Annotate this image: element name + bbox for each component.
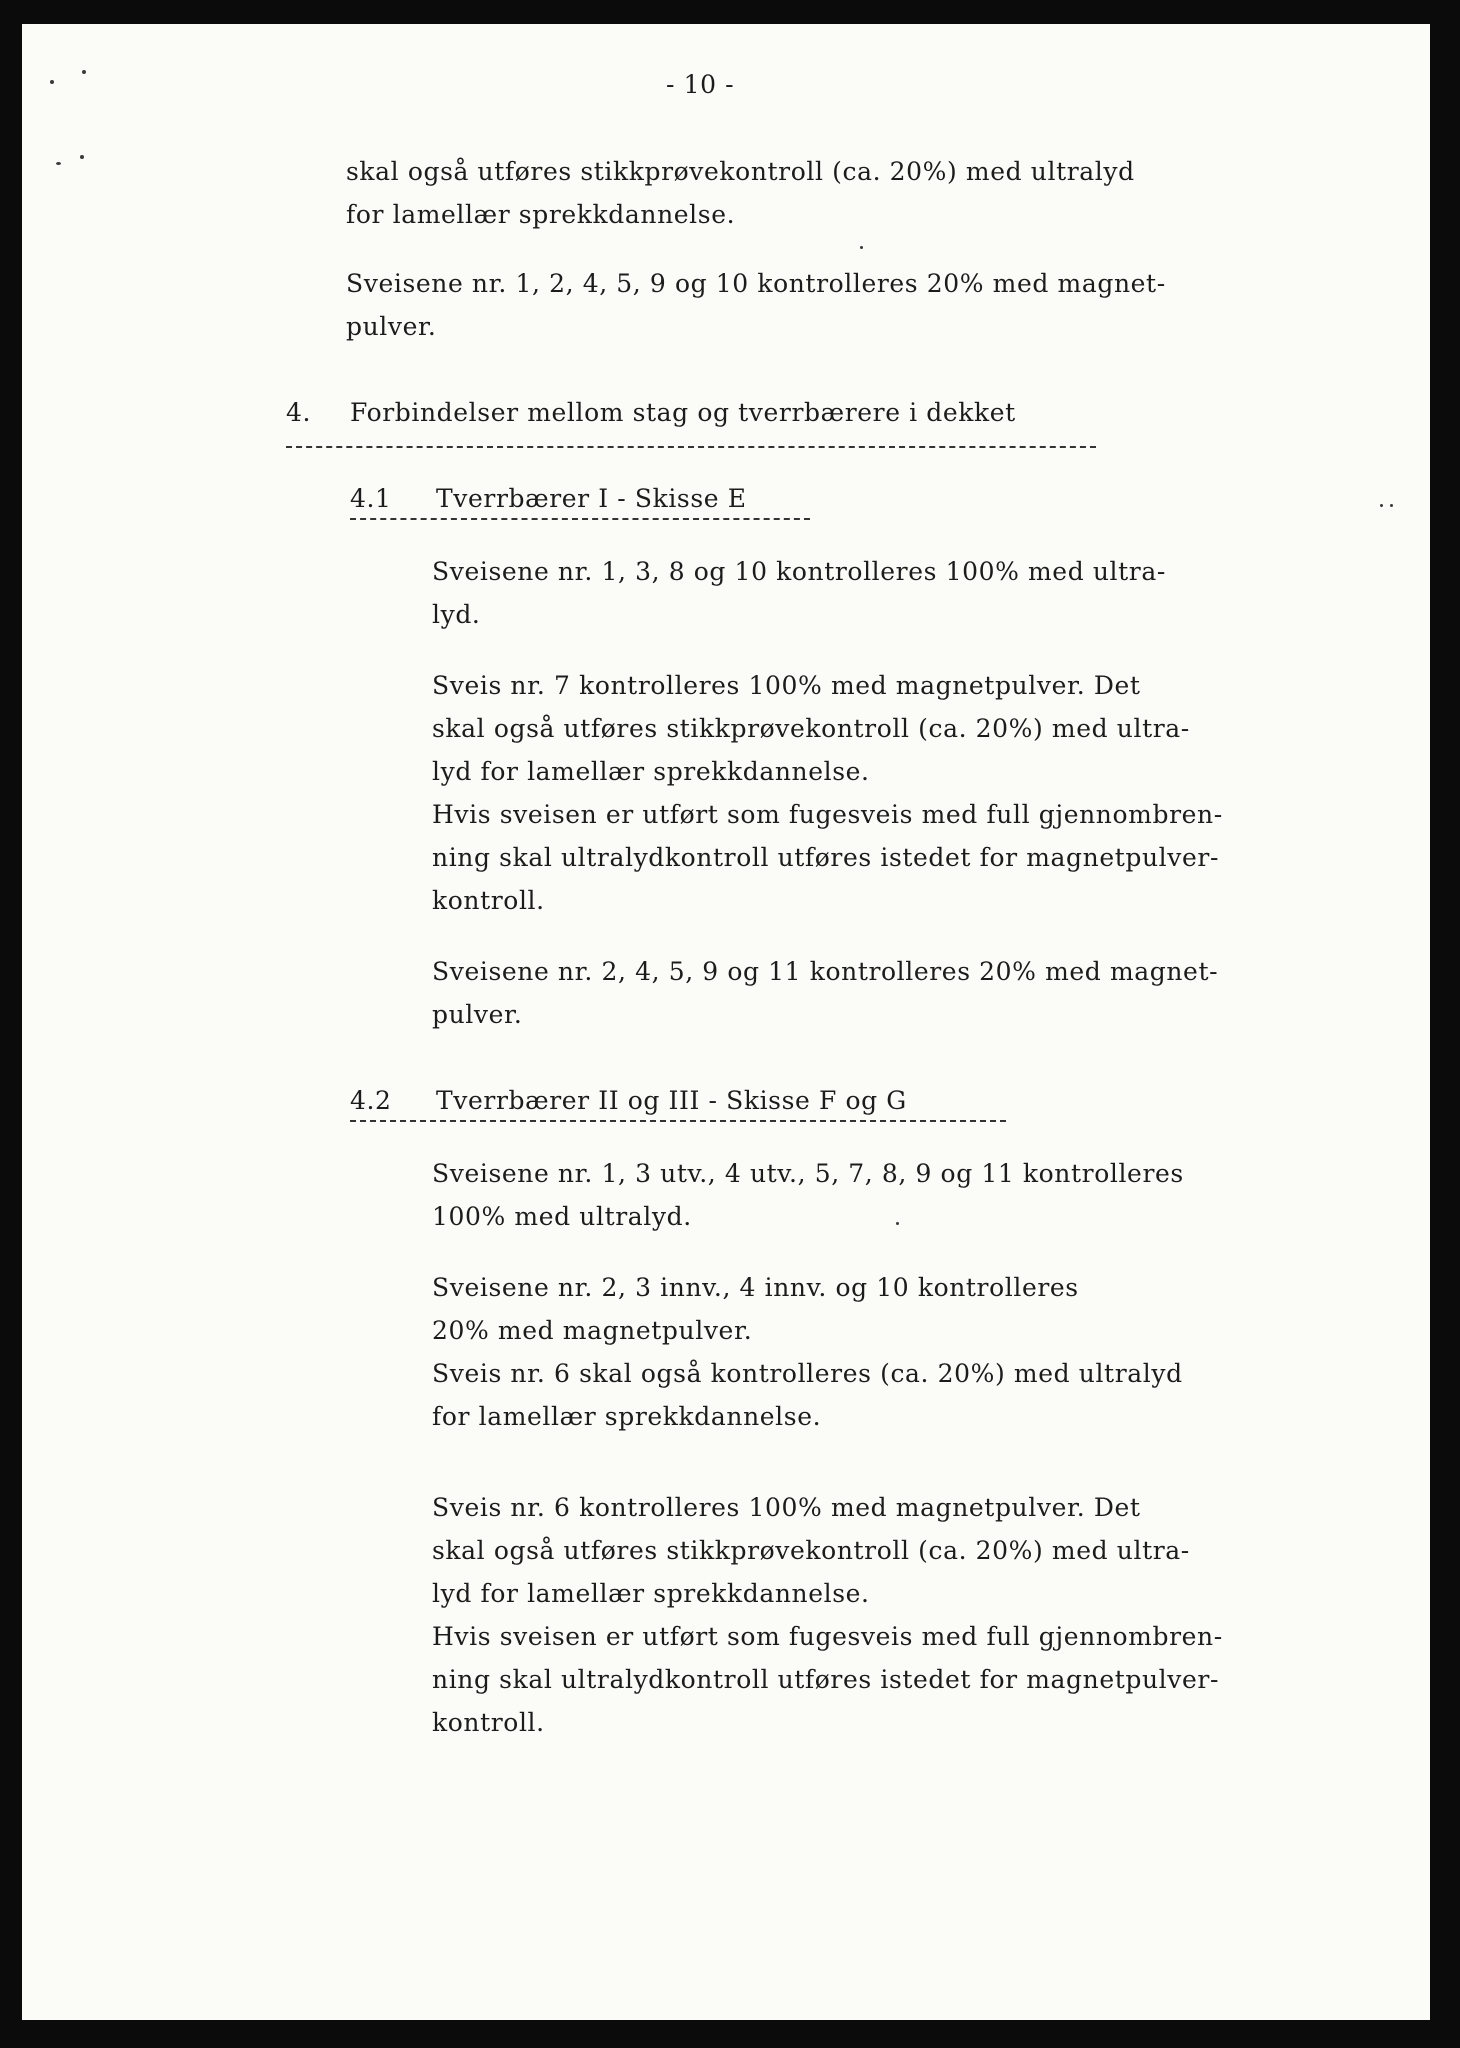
subheading-underline <box>350 518 810 520</box>
scan-speck <box>50 80 54 84</box>
body-paragraph: Sveisene nr. 1, 3, 8 og 10 kontrolleres 100% med ultra- lyd. <box>432 557 1166 629</box>
scan-speck <box>80 155 84 159</box>
scan-speck <box>82 70 86 74</box>
subsection-heading: Tverrbærer I - Skisse E <box>436 484 747 513</box>
section-heading: Forbindelser mellom stag og tverrbærere i dekket <box>350 398 1016 427</box>
body-paragraph: Sveisene nr. 2, 3 innv., 4 innv. og 10 kontrolleres 20% med magnetpulver. Sveis nr. 6 skal også kontrolleres (ca. 20%) med ultralyd for lamellær sprekkdannelse. <box>432 1273 1183 1431</box>
intro-paragraph: skal også utføres stikkprøvekontroll (ca. 20%) med ultralyd for lamellær sprekkdannelse. <box>346 157 1135 229</box>
body-paragraph: Sveis nr. 7 kontrolleres 100% med magnetpulver. Det skal også utføres stikkprøvekontroll (ca. 20%) med ultra- lyd for lamellær sprekkdannelse. Hvis sveisen er utført som fugesveis med full gjennombren- ning skal ultralydkontroll utføres istedet for magnetpulver- kontroll. <box>432 671 1223 915</box>
body-paragraph: Sveis nr. 6 kontrolleres 100% med magnetpulver. Det skal også utføres stikkprøvekontroll (ca. 20%) med ultra- lyd for lamellær sprekkdannelse. Hvis sveisen er utført som fugesveis med full gjennombren- ning skal ultralydkontroll utføres istedet for magnetpulver- kontroll. <box>432 1493 1223 1737</box>
subsection-number: 4.2 <box>350 1086 392 1115</box>
section-number: 4. <box>286 398 312 427</box>
scan-speck <box>1380 504 1383 507</box>
intro-paragraph: Sveisene nr. 1, 2, 4, 5, 9 og 10 kontrolleres 20% med magnet- pulver. <box>346 269 1166 341</box>
subheading-underline <box>350 1120 1006 1122</box>
scan-speck <box>860 246 863 249</box>
scan-speck <box>56 162 61 165</box>
body-paragraph: Sveisene nr. 1, 3 utv., 4 utv., 5, 7, 8, 9 og 11 kontrolleres 100% med ultralyd. <box>432 1159 1184 1231</box>
page-number: - 10 - <box>666 70 735 99</box>
scan-speck <box>1390 504 1393 507</box>
subsection-number: 4.1 <box>350 484 392 513</box>
body-paragraph: Sveisene nr. 2, 4, 5, 9 og 11 kontrolleres 20% med magnet- pulver. <box>432 957 1219 1029</box>
heading-underline <box>286 446 1096 448</box>
subsection-heading: Tverrbærer II og III - Skisse F og G <box>436 1086 907 1115</box>
